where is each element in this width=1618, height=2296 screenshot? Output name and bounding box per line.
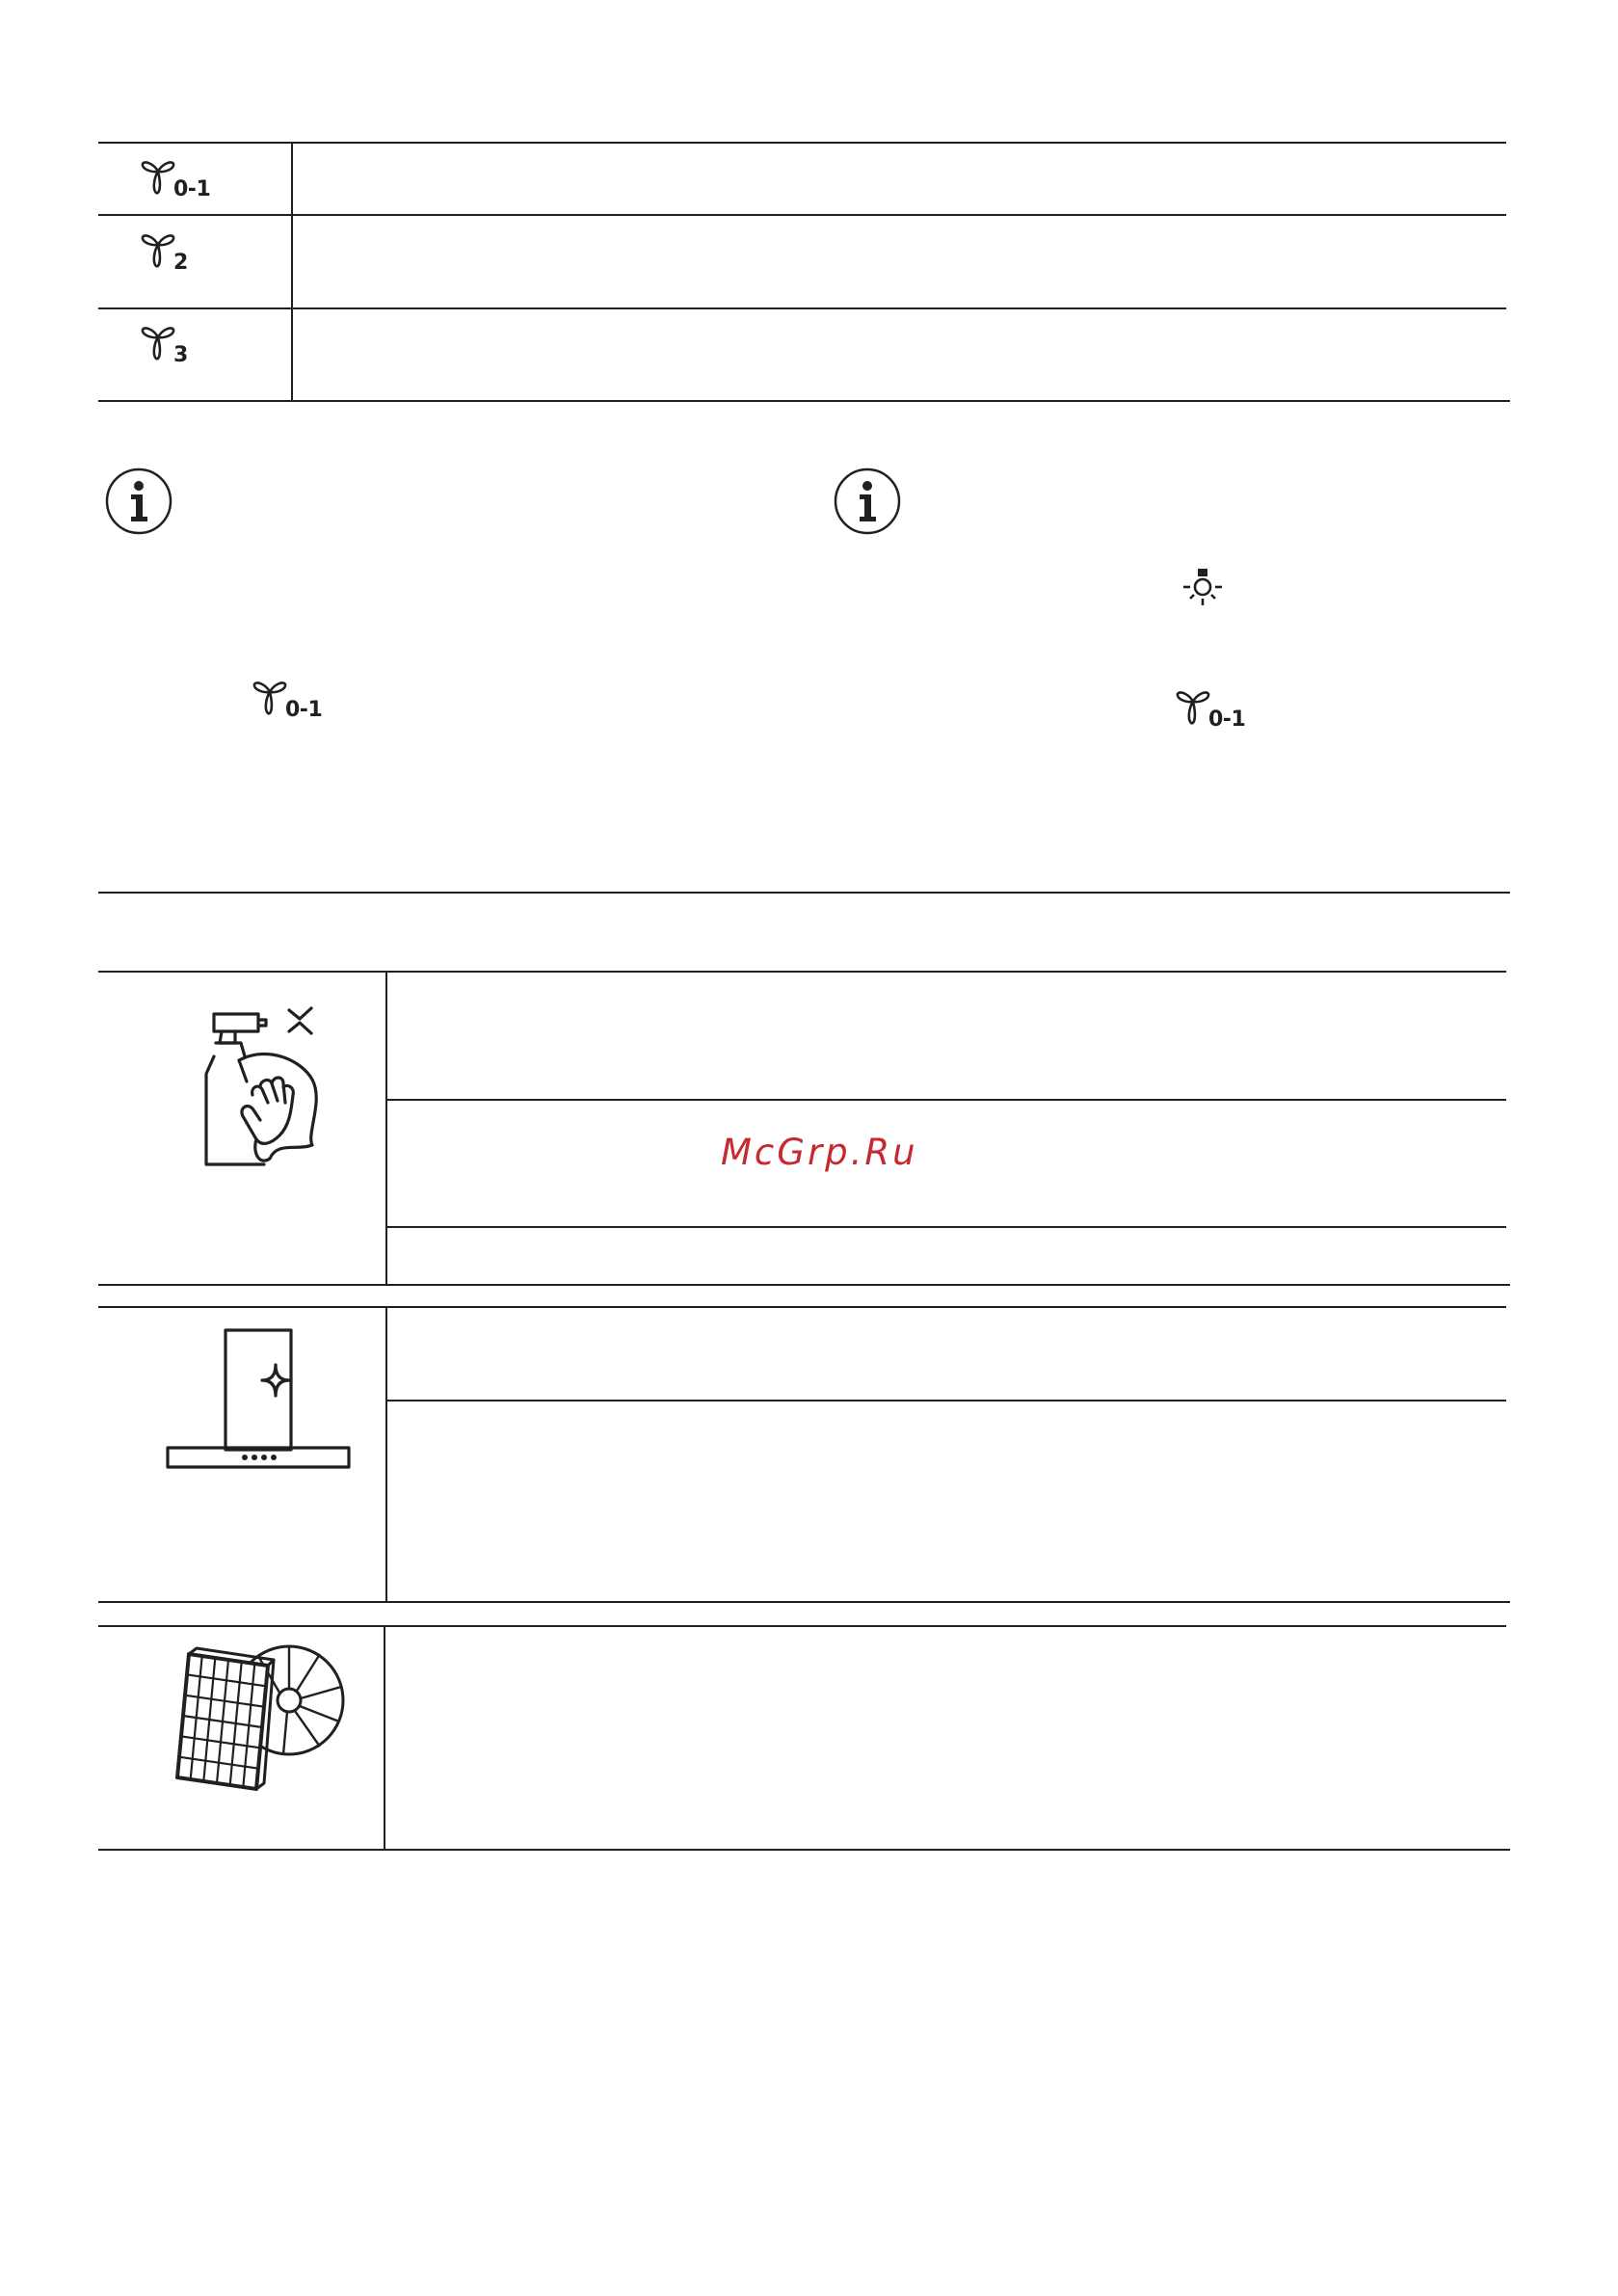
fan-icon	[141, 320, 199, 374]
info-icon	[833, 467, 902, 536]
table-top-border	[98, 142, 1506, 144]
lamp-icon	[1181, 567, 1224, 609]
table-column-divider	[385, 971, 387, 1285]
table-top-border	[98, 971, 1506, 973]
table-column-divider	[384, 1625, 385, 1850]
table-row-divider	[385, 1099, 1506, 1101]
table-column-divider	[291, 142, 293, 401]
fan-icon	[141, 154, 211, 208]
fan-speed-level: 2	[173, 251, 188, 275]
table-bottom-border	[98, 1849, 1510, 1851]
table-row-divider	[385, 1400, 1506, 1402]
filter-icon	[175, 1639, 347, 1793]
hood-exterior-icon	[166, 1326, 353, 1471]
table-row-divider	[385, 1226, 1506, 1228]
table-bottom-border	[98, 1284, 1510, 1286]
fan-speed-level: 0-1	[1208, 707, 1246, 732]
spray-cleaning-icon	[200, 1006, 324, 1170]
table-top-border	[98, 1625, 1506, 1627]
fan-speed-level: 0-1	[285, 698, 323, 722]
fan-icon	[1176, 684, 1246, 738]
fan-speed-level: 3	[173, 343, 188, 367]
watermark: McGrp.Ru	[721, 1132, 918, 1173]
table-column-divider	[385, 1306, 387, 1602]
table-bottom-border	[98, 400, 1510, 402]
table-row-divider	[98, 307, 1506, 309]
fan-speed-level: 0-1	[173, 177, 211, 201]
section-divider	[98, 892, 1510, 894]
info-icon	[104, 467, 173, 536]
table-row-divider	[98, 214, 1506, 216]
table-bottom-border	[98, 1601, 1510, 1603]
table-top-border	[98, 1306, 1506, 1308]
fan-icon	[252, 675, 323, 729]
fan-icon	[141, 227, 199, 281]
